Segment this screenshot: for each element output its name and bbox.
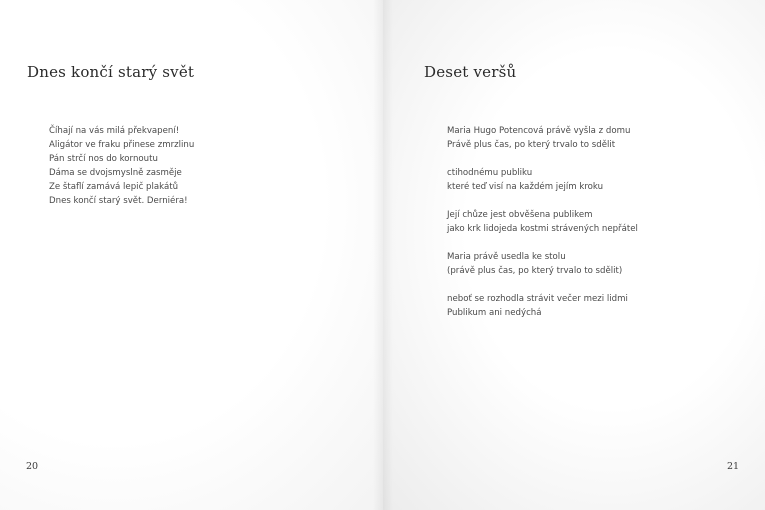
page-number: 20 [26, 461, 39, 472]
right-page [383, 0, 765, 510]
stanza [447, 124, 638, 152]
poem-line: Ze štaflí zamává lepič plakátů [49, 182, 179, 192]
poem-body [447, 124, 638, 334]
poem-line: které teď visí na každém jejím kroku [447, 182, 604, 192]
stanza [447, 250, 638, 278]
poem-line: jako krk lidojeda kostmi strávených nepřátel [447, 224, 638, 234]
poem-line: Číhají na vás milá překvapení! [49, 126, 180, 136]
poem-line: Dáma se dvojsmyslně zasměje [49, 168, 182, 178]
poem-line: Publikum ani nedýchá [447, 308, 542, 318]
stanza [447, 292, 638, 320]
poem-line: Pán strčí nos do kornoutu [49, 154, 158, 164]
stanza [447, 166, 638, 194]
poem-line: Aligátor ve fraku přinese zmrzlinu [49, 140, 195, 150]
poem-line: Její chůze jest obvěšena publikem [447, 210, 593, 220]
poem-title: Deset veršů [424, 63, 517, 81]
stanza [49, 124, 194, 208]
poem-body [49, 124, 194, 222]
poem-title: Dnes končí starý svět [27, 63, 195, 81]
poem-line: neboť se rozhodla strávit večer mezi lidmi [447, 294, 628, 304]
page-number: 21 [727, 461, 740, 472]
poem-line: Právě plus čas, po který trvalo to sdělit [447, 140, 616, 150]
poem-line: ctihodnému publiku [447, 168, 533, 178]
poem-line: Maria právě usedla ke stolu [447, 252, 566, 262]
poem-line: Maria Hugo Potencová právě vyšla z domu [447, 126, 631, 136]
poem-line: Dnes končí starý svět. Derniéra! [49, 196, 188, 206]
stanza [447, 208, 638, 236]
poem-line: (právě plus čas, po který trvalo to sdělit) [447, 266, 623, 276]
